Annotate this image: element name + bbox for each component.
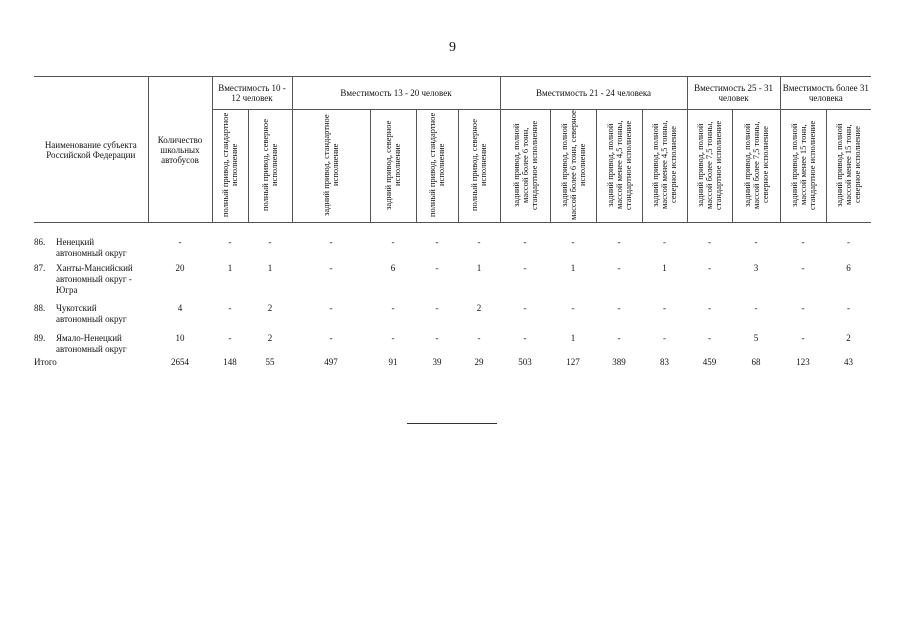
total-value-cell: 123 [796, 357, 810, 367]
count-cell: - [178, 237, 182, 247]
value-cell: - [847, 303, 851, 313]
total-value-cell: 83 [660, 357, 670, 367]
header-group-25-31: Вместимость 25 - 31 человек [687, 77, 780, 110]
value-cell: 1 [267, 263, 273, 273]
value-cell: - [571, 303, 575, 313]
value-cell: - [523, 263, 527, 273]
header-group-21-24: Вместимость 21 - 24 человека [500, 77, 687, 110]
header-region-name: Наименование субъекта Российской Федерации [34, 77, 148, 223]
value-cell: 1 [227, 263, 233, 273]
subheader-col-2: полный привод, северное исполнение [248, 110, 292, 223]
value-cell: - [391, 333, 395, 343]
value-cell: - [663, 237, 667, 247]
value-cell: - [523, 237, 527, 247]
total-value-cell: 497 [324, 357, 338, 367]
value-cell: - [801, 263, 805, 273]
page-number: 9 [449, 40, 456, 55]
table-row [34, 303, 871, 333]
table-row [34, 223, 871, 264]
total-value-cell: 68 [751, 357, 761, 367]
total-value-cell: 127 [566, 357, 580, 367]
table-row [34, 333, 871, 357]
value-cell: 2 [267, 303, 273, 313]
value-cell: 1 [662, 263, 667, 273]
subheader-col-6: полный привод, северное исполнение [458, 110, 500, 223]
value-cell: - [617, 303, 621, 313]
value-cell: - [391, 303, 395, 313]
total-value-cell: 43 [844, 357, 854, 367]
value-cell: - [754, 237, 758, 247]
total-value-cell: 459 [702, 357, 717, 367]
value-cell: - [801, 303, 805, 313]
value-cell: - [268, 237, 272, 247]
header-bus-count: Количество школьных автобусов [148, 77, 212, 223]
value-cell: - [477, 237, 481, 247]
total-row [34, 357, 871, 371]
value-cell: 2 [267, 333, 273, 343]
total-value-cell: 55 [265, 357, 275, 367]
value-cell: - [847, 237, 851, 247]
value-cell: 2 [476, 303, 482, 313]
value-cell: 5 [753, 333, 759, 343]
total-label: Итого [34, 357, 57, 367]
header-group-over-31: Вместимость более 31 человека [780, 77, 871, 110]
value-cell: - [435, 303, 439, 313]
value-cell: - [228, 333, 232, 343]
value-cell: - [477, 333, 481, 343]
subheader-col-10: задний привод, полной массой менее 4,5 тонны, северное исполнение [642, 110, 687, 223]
subheader-col-5: полный привод, стандартное исполнение [416, 110, 458, 223]
total-value-cell: 148 [223, 357, 237, 367]
region-cell: 86. Ненецкий автономный округ [34, 237, 127, 258]
subheader-col-14: задний привод, полной массой менее 15 тонн, северное исполнение [826, 110, 871, 223]
value-cell: 2 [846, 333, 851, 343]
value-cell: - [329, 263, 333, 273]
total-value-cell: 39 [432, 357, 442, 367]
value-cell: - [617, 263, 621, 273]
value-cell: - [329, 303, 333, 313]
value-cell: 6 [846, 263, 851, 273]
value-cell: 1 [476, 263, 482, 273]
value-cell: - [663, 333, 667, 343]
header-group-13-20: Вместимость 13 - 20 человек [292, 77, 500, 110]
value-cell: 3 [753, 263, 759, 273]
count-cell: 4 [177, 303, 183, 313]
value-cell: - [617, 333, 621, 343]
value-cell: - [391, 237, 395, 247]
value-cell: 1 [570, 333, 576, 343]
region-cell: 88. Чукотский автономный округ [34, 303, 127, 324]
subheader-col-13: задний привод, полной массой менее 15 тонн, стандартное исполнение [780, 110, 826, 223]
table-row [34, 263, 871, 303]
header-group-10-12: Вместимость 10 - 12 человек [212, 77, 292, 110]
value-cell: - [435, 263, 439, 273]
total-value-cell: 503 [518, 357, 532, 367]
value-cell: - [708, 333, 712, 343]
count-cell: 10 [175, 333, 185, 343]
value-cell: - [708, 263, 712, 273]
value-cell: - [708, 303, 712, 313]
total-value-cell: 29 [474, 357, 484, 367]
value-cell: - [571, 237, 575, 247]
value-cell: 6 [390, 263, 396, 273]
count-cell: 20 [175, 263, 185, 273]
subheader-col-3: задний привод, стандартное исполнение [292, 110, 370, 223]
value-cell: - [228, 303, 232, 313]
value-cell: 1 [570, 263, 576, 273]
subheader-col-12: задний привод, полной массой более 7,5 тонны, северное исполнение [732, 110, 780, 223]
value-cell: - [754, 303, 758, 313]
value-cell: - [329, 333, 333, 343]
value-cell: - [617, 237, 621, 247]
subheader-col-1: полный привод, стандартное исполнение [212, 110, 248, 223]
value-cell: - [523, 303, 527, 313]
value-cell: - [801, 237, 805, 247]
value-cell: - [329, 237, 333, 247]
value-cell: - [708, 237, 712, 247]
value-cell: - [435, 237, 439, 247]
subheader-col-9: задний привод, полной массой менее 4,5 тонны, стандартное исполнение [596, 110, 642, 223]
total-count-cell: 2654 [171, 357, 189, 367]
value-cell: - [435, 333, 439, 343]
value-cell: - [523, 333, 527, 343]
school-buses-table [34, 76, 871, 371]
subheader-col-8: задний привод, полной массой более 6 тонн, северное исполнение [550, 110, 596, 223]
value-cell: - [228, 237, 232, 247]
region-cell: 89. Ямало-Ненецкий автономный округ [34, 333, 127, 354]
end-divider [407, 423, 497, 424]
subheader-col-4: задний привод, северное исполнение [370, 110, 416, 223]
region-cell: 87. Ханты-Мансийский автономный округ - Югра [34, 263, 133, 295]
value-cell: - [663, 303, 667, 313]
subheader-col-7: задний привод, полной массой более 6 тонн, стандартное исполнение [500, 110, 550, 223]
total-value-cell: 389 [612, 357, 626, 367]
value-cell: - [801, 333, 805, 343]
total-value-cell: 91 [388, 357, 398, 367]
subheader-col-11: задний привод, полной массой более 7,5 тонны, стандартное исполнение [687, 110, 732, 223]
